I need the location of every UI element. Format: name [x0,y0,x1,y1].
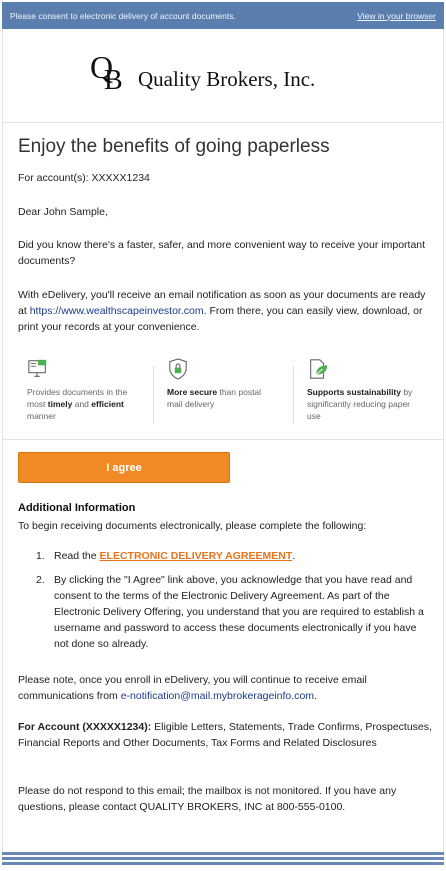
account-line: For account(s): XXXXX1234 [18,172,150,184]
edelivery-paragraph: With eDelivery, you'll receive an email notification as soon as your documents are ready at https://www.wealthscapeinvestor.com. From there, you can easily view, download, or print your records at your convenience. [18,289,426,333]
do-not-reply-paragraph: Please do not respond to this email; the mailbox is not monitored. If you have any questions, please contact QUALITY BROKERS, INC at 800-555-0100. [18,785,397,813]
list-item: 2. By clicking the "I Agree" link above, you acknowledge that you have read and consent to the terms of the Electronic Delivery Agreement. As part of the Electronic Delivery Offering, you understand that you are required to establish a username and password to access these documents electronically if you have not done so already. [36,574,424,650]
feature-secure: More secure than postal mail delivery [167,358,267,410]
steps-list [36,548,430,660]
for-account-paragraph: For Account (XXXXX1234): Eligible Letters, Statements, Trade Confirms, Prospectuses, Financial Reports and Other Documents, Tax Forms and Related Disclosures [18,721,432,749]
lock-icon [167,358,189,380]
view-in-browser-link[interactable]: View in your browser [357,10,436,21]
logo-name: Quality Brokers, Inc. [138,67,316,91]
additional-info-heading: Additional Information [18,502,136,514]
leaf-document-icon [307,358,329,380]
feature-divider [153,366,154,424]
consent-banner [2,2,444,29]
feature-sustainability: Supports sustainability by significantly reducing paper use [307,358,417,422]
electronic-delivery-agreement-link[interactable]: ELECTRONIC DELIVERY AGREEMENT [99,550,293,562]
logo-monogram: Q B [90,49,121,96]
banner-message: Please consent to electronic delivery of account documents. [10,10,236,21]
feature-timely: Provides documents in the most timely and efficient manner [27,358,139,422]
features-row [3,350,443,440]
greeting: Dear John Sample, [18,206,108,218]
additional-info-intro: To begin receiving documents electronically, please complete the following: [18,520,367,532]
list-item: 1. Read the ELECTRONIC DELIVERY AGREEMENT. [36,550,296,562]
page-title: Enjoy the benefits of going paperless [18,136,330,157]
intro-paragraph: Did you know there's a faster, safer, and more convenient way to receive your important documents? [18,239,426,267]
header-divider [3,122,443,123]
feature-divider [293,366,294,424]
notification-email-link[interactable]: e-notification@mail.mybrokerageinfo.com [120,690,315,702]
monitor-icon [27,358,49,380]
quality-brokers-logo [90,49,316,96]
i-agree-button[interactable]: I agree [18,452,230,483]
footer-bars [2,852,444,867]
wealthscape-link[interactable]: https://www.wealthscapeinvestor.com [29,305,204,317]
enrollment-note: Please note, once you enroll in eDelivery, you will continue to receive email communications from e-notification@mail.mybrokerageinfo.com. [18,674,367,702]
